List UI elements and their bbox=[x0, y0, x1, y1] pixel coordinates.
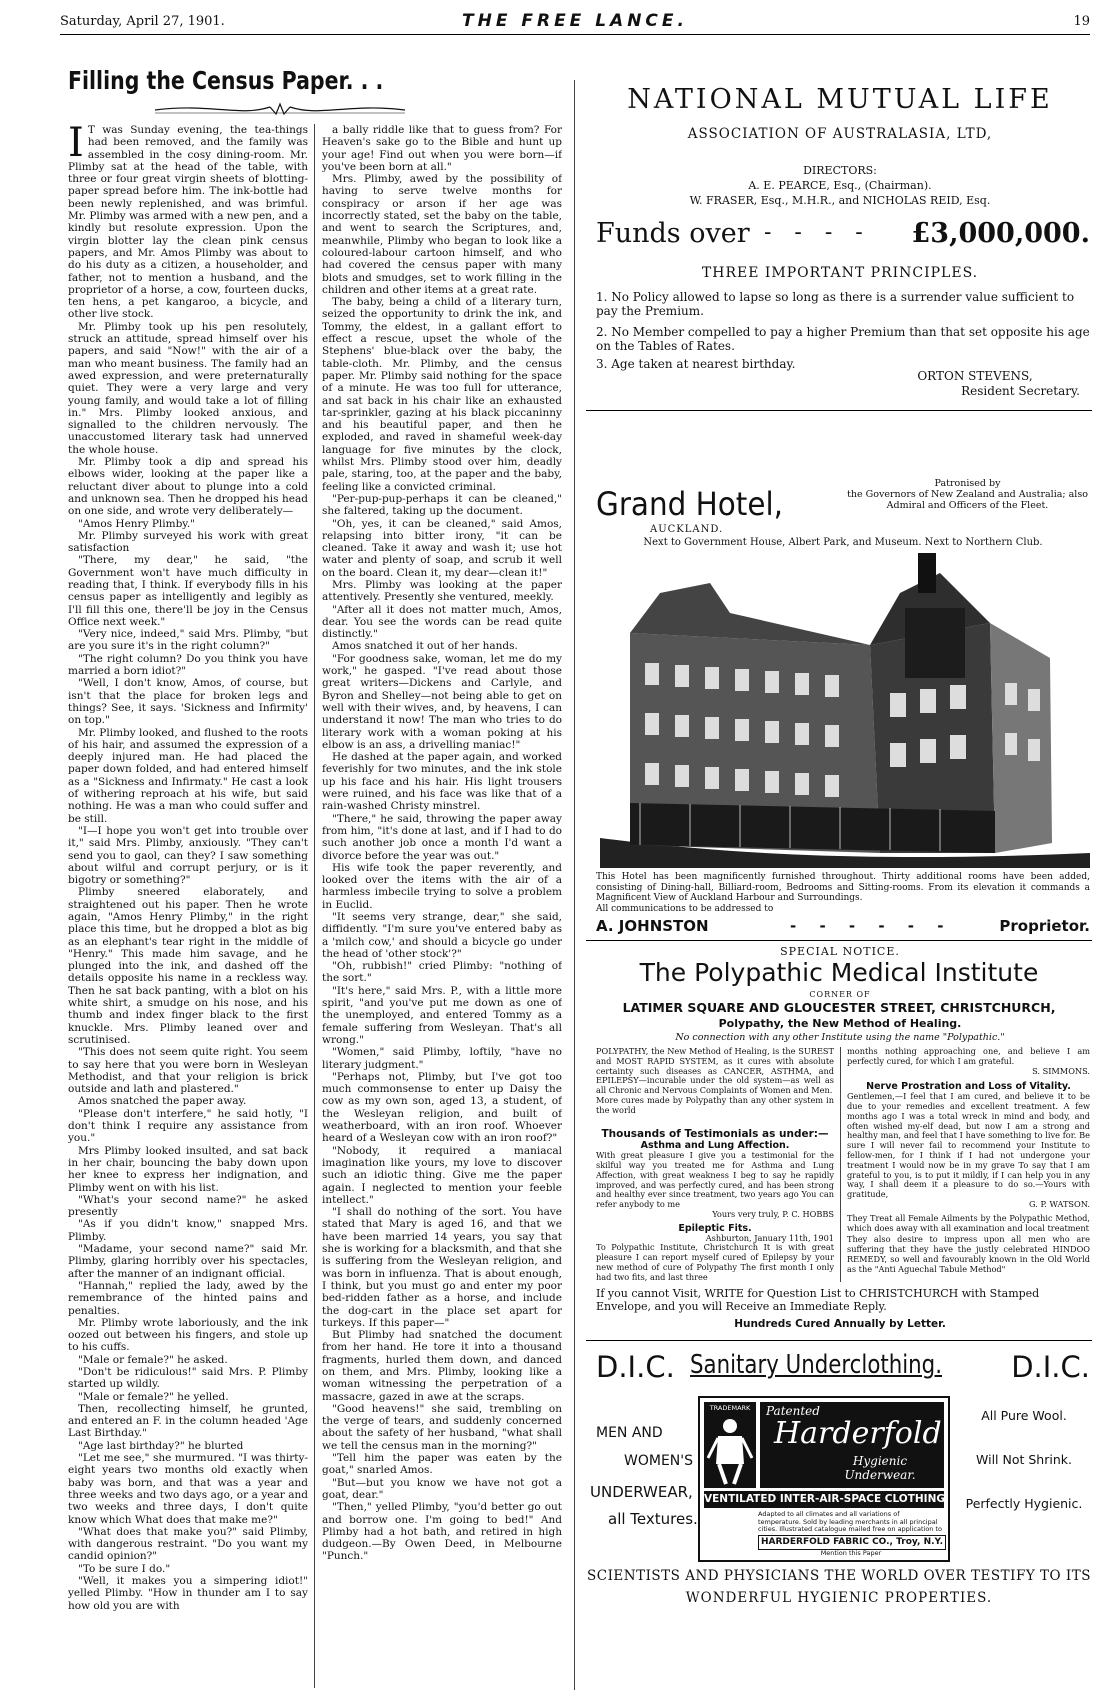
story-paragraph: "It seems very strange, dear," she said, diffidently. "I'm sure you've entered baby as a 'milch cow,' and should a bicycle go under the head of 'other stock'?" bbox=[322, 911, 562, 960]
hundreds-cured: Hundreds Cured Annually by Letter. bbox=[734, 1318, 946, 1330]
story-paragraph: Mrs Plimby looked insulted, and sat back in her chair, bouncing the baby down upon her knee to express her indignation, and Plimby went on with his list. bbox=[68, 1144, 308, 1194]
mention-text: Mention this Paper bbox=[820, 1549, 882, 1557]
dic-left: D.I.C. bbox=[596, 1350, 675, 1384]
story-paragraph: "Madame, your second name?" said Mr. Plimby, glaring horribly over his spectacles, after the manner of an indignant official. bbox=[68, 1243, 308, 1280]
company-name: HARDERFOLD FABRIC CO., Troy, N.Y. bbox=[758, 1535, 946, 1550]
story-paragraph: "For goodness sake, woman, let me do my work," he gasped. "I've read about those great writers—Dickens and Carlyle, and Byron and Shelley—not being able to get on well with their wives, and, by heavens, I can understand it now! The man who tries to do literary work with a woman poking at his elbow is an ass, a drivelling maniac!" bbox=[322, 652, 562, 751]
page-header bbox=[60, 8, 1090, 35]
story-paragraph: "Don't be ridiculous!" said Mrs. P. Plimby started up wildly. bbox=[68, 1365, 308, 1391]
story-paragraph: "Perhaps not, Plimby, but I've got too much commonsense to enter up Daisy the cow as my own son, aged 13, a student, of the Wesleyan religion, and built of weatherboard, with an iron roof. Whoever heard of a Wesleyan cow with an iron roof?" bbox=[322, 1070, 562, 1145]
dic-hygienic: Perfectly Hygienic. bbox=[965, 1496, 1083, 1511]
hotel-communications: All communications to be addressed to bbox=[596, 904, 774, 914]
dic-pure-wool: All Pure Wool. bbox=[981, 1408, 1067, 1423]
polypathic-corner: CORNER OF bbox=[809, 990, 871, 999]
epileptic-testimonial: To Polypathic Institute, Christchurch It is with great pleasure I can report myself cured of Epilepsy by your new method of cure of Polypathy The first month I only had two fits, and last three bbox=[596, 1242, 834, 1282]
story-paragraph: a bally riddle like that to guess from? For Heaven's sake go to the Bible and hunt up your age! Find out when you were born—if you've been born at all." bbox=[322, 124, 562, 173]
adapted-text: Adapted to all climates and all variations of temperature. Sold by leading merchants in all principal cities. Illustrated catalogue mailed free on application to bbox=[758, 1510, 943, 1534]
story-paragraph: "Oh, yes, it can be cleaned," said Amos, relapsing into bitter irony, "it can be cleaned. Take it away and wash it; use hot water and plenty of soap, and scrub it well on the board. Clean it, my dear—clean it!" bbox=[322, 517, 562, 579]
national-mutual-subtitle: ASSOCIATION OF AUSTRALASIA, LTD, bbox=[687, 126, 993, 142]
directors-label: DIRECTORS: bbox=[803, 164, 877, 177]
dic-all-textures: all Textures. bbox=[608, 1510, 698, 1528]
story-paragraph: He dashed at the paper again, and worked feverishly for two minutes, and the ink stole up his face and his hair. His light trousers were ruined, and his face was like that of a rain-washed Christy minstrel. bbox=[322, 751, 562, 813]
dic-womens: WOMEN'S bbox=[624, 1453, 693, 1469]
funds-label: Funds over bbox=[596, 218, 750, 249]
story-paragraph: Mrs. Plimby, awed by the possibility of having to serve twelve months for conspiracy or arson if her age was incorrectly stated, set the baby on the table, and went to search the Scriptures, and, meanwhile, Plimby who began to look like a coloured-labour cartoon himself, and who had covered the census paper with many blots and smudges, set to work filling in the children and other items at a great rate. bbox=[322, 173, 562, 296]
female-ailments: They Treat all Female Ailments by the Polypathic Method, which does away with all examination and local treatment bbox=[847, 1212, 1090, 1233]
principle-2: 2. No Member compelled to pay a higher Premium than that set opposite his age on the Tables of Rates. bbox=[596, 325, 1090, 353]
dic-men-and: MEN AND bbox=[596, 1425, 663, 1441]
story-paragraph: "What's your second name?" he asked presently bbox=[68, 1193, 308, 1219]
signatory-name: ORTON STEVENS, bbox=[917, 369, 1033, 383]
story-paragraph: "After all it does not matter much, Amos, dear. You see the words can be read quite distinctly." bbox=[322, 603, 562, 641]
simmons-signature: S. SIMMONS. bbox=[1032, 1065, 1090, 1076]
hotel-patronage bbox=[845, 478, 1090, 511]
story-paragraph: Then, recollecting himself, he grunted, and entered an F. in the column headed 'Age Last Birthday." bbox=[68, 1402, 308, 1440]
story-paragraph: "Amos Henry Plimby." bbox=[78, 517, 196, 530]
polypathic-title: The Polypathic Medical Institute bbox=[639, 958, 1039, 987]
story-paragraph: "I—I hope you won't get into trouble over it," said Mrs. Plimby, anxiously. "They can't send you to gaol, can they? I saw something about wilful and corrupt perjury, or is it bigotry or something?" bbox=[68, 824, 308, 887]
story-paragraph: "Male or female?" he asked. bbox=[78, 1353, 228, 1366]
story-paragraph: "Then," yelled Plimby, "you'd better go out and borrow one. I'm going to bed!" And Plimby had a hot bath, and retired in high dudgeon.—By Owen Deed, in Melbourne "Punch." bbox=[322, 1501, 562, 1563]
patron-line-2: the Governors of New Zealand and Australia; also bbox=[847, 489, 1088, 500]
story-column-1 bbox=[68, 124, 308, 1688]
nerve-heading: Nerve Prostration and Loss of Vitality. bbox=[866, 1081, 1071, 1093]
story-paragraph: "It's here," said Mrs. P., with a little more spirit, "and you've put me down as one of the unemployed, and entered Tommy as a female suffering from Wesleyan. That's all wrong." bbox=[322, 984, 562, 1046]
section-rule bbox=[586, 1340, 1092, 1341]
story-paragraph: "I shall do nothing of the sort. You have stated that Mary is aged 16, and that we have been married 14 years, you say that she is working for a blacksmith, and that she is suffering from the Wesleyan religion, and was born in influenza. That is about enough, I think, but you must go and enter my poor bed-ridden father as a horse, and include the dog-cart in the place set apart for turkeys. If this paper—" bbox=[322, 1206, 562, 1329]
trademark-text: TRADEMARK bbox=[709, 1404, 751, 1412]
story-paragraph: Mr. Plimby took a dip and spread his elbows wider, looking at the paper like a reluctant diver about to plunge into a cold and unknown sea. Then he dropped his head on one side, and wrote very deliberately— bbox=[68, 456, 308, 518]
hotel-proprietor-label: Proprietor. bbox=[999, 917, 1090, 935]
hindoo-remedy: They also desire to impress upon all men who are suffering that they have the justly celebrated HINDOO REMEDY, so well and favourably known in the Old World as the "Anti Aguechal Tabule Method" bbox=[847, 1234, 1090, 1274]
hotel-city: AUCKLAND. bbox=[650, 524, 724, 535]
polypathic-right-column bbox=[847, 1047, 1090, 1275]
story-paragraph: Amos snatched the paper away. bbox=[78, 1095, 247, 1108]
grand-hotel-illustration bbox=[600, 553, 1090, 868]
drop-cap: I bbox=[68, 124, 84, 166]
principle-3: 3. Age taken at nearest birthday. bbox=[596, 357, 796, 371]
brand-name: Harderfold's bbox=[774, 1416, 966, 1451]
story-paragraph: But Plimby had snatched the document from her hand. He tore it into a thousand fragments, hurled them down, and danced on them, and Mrs. Plimby, looking like a woman witnessing the perpetration of a massacre, gazed in awe at the scraps. bbox=[322, 1329, 562, 1403]
dic-scientists-line-2: WONDERFUL HYGIENIC PROPERTIES. bbox=[685, 1590, 993, 1606]
funds-amount: £3,000,000. bbox=[911, 218, 1090, 249]
special-notice: SPECIAL NOTICE. bbox=[780, 945, 900, 958]
story-paragraph: "Age last birthday?" he blurted bbox=[78, 1439, 244, 1452]
story-paragraph bbox=[68, 124, 308, 321]
polypathic-intro-2: More cures made by Polypathy than any other system in the world bbox=[596, 1094, 834, 1115]
story-paragraph: "Women," said Plimby, loftily, "have no literary judgment." bbox=[322, 1046, 562, 1071]
story-title: Filling the Census Paper. . . bbox=[68, 66, 384, 95]
figure-icon bbox=[704, 1412, 756, 1486]
hotel-proprietor-name: A. JOHNSTON bbox=[596, 917, 709, 935]
story-paragraph: The baby, being a child of a literary turn, seized the opportunity to drink the ink, and Tommy, the eldest, in a gallant effort to effect a rescue, upset the whole of the Stephens' blue-black over the baby, the table-cloth. Mr. Plimby, and the census paper. Mr. Plimby said nothing for the space of a minute. He was too full for utterance, and sat back in his chair like an exhausted tar-sprinkler, gazing at his black piccaninny and his beautiful paper, and then he exploded, and raved in shameful week-day language for five minutes by the clock, whilst Mrs. Plimby stood over him, deadly pale, staring, too, at the paper and the baby, feeling like a convicted criminal. bbox=[322, 296, 562, 493]
dic-title: Sanitary Underclothing. bbox=[690, 1350, 942, 1380]
story-paragraph: Mr. Plimby surveyed his work with great satisfaction bbox=[68, 529, 308, 555]
hotel-description: This Hotel has been magnificently furnished throughout. Thirty additional rooms have been added, consisting of Dining-hall, Billiard-room, Bedrooms and Sitting-rooms. From its elevation it commands a Magnificent View of Auckland Harbour and Surroundings. bbox=[596, 872, 1090, 903]
nerve-testimonial: Gentlemen,—I feel that I am cured, and believe it to be due to your remedies and excellent treatment. A few months ago I was a total wreck in mind and body, and often wished my-elf dead, but now I am a strong and healthy man, and feel that I have something to live for. Be sure I will never fail to recommend your Institute to fellow-men, for I think if I had not undergone your treatment I would now be in my grave To say that I am grateful to you, is to put it mildly, if I can help you in any way, I shall deem it a pleasure to do so.—Yours with gratitude, bbox=[847, 1091, 1090, 1200]
epileptic-place: Ashburton, January 11th, 1901 bbox=[705, 1232, 834, 1243]
watson-signature: G. P. WATSON. bbox=[1028, 1198, 1090, 1209]
polypathic-intro: POLYPATHY, the New Method of Healing, is the SUREST and MOST RAPID SYSTEM, as it cures with absolute certainty such diseases as CANCER, ASTHMA, and EPILEPSY—incurable under the old system—as well as all Chronic and Nervous Complaints of Women and Men. bbox=[596, 1046, 834, 1096]
section-rule bbox=[586, 940, 1092, 941]
harderfold-label bbox=[698, 1396, 966, 1562]
hotel-location: Next to Government House, Albert Park, and Museum. Next to Northern Club. bbox=[643, 537, 1043, 548]
story-paragraph: "Nobody, it required a maniacal imagination like yours, my love to discover such an idiotic thing. Give me the paper again. I neglected to mention your feeble intellect." bbox=[322, 1144, 562, 1206]
story-paragraph: "What does that make you?" said Plimby, with dangerous restraint. "Do you want my candid opinion?" bbox=[68, 1525, 308, 1563]
principles-title: THREE IMPORTANT PRINCIPLES. bbox=[701, 265, 979, 281]
dic-scientists-line-1: SCIENTISTS AND PHYSICIANS THE WORLD OVER TESTIFY TO ITS bbox=[587, 1568, 1091, 1584]
story-paragraph: "Let me see," she murmured. "I was thirty-eight years two months old exactly when baby was born, and that was a year and three weeks and two days ago, or a year and two weeks and three days, I don't quite know which What does that make me?" bbox=[68, 1452, 308, 1526]
epileptic-continued: months nothing approaching one, and believe I am perfectly cured, for which I am grateful. bbox=[847, 1046, 1090, 1066]
story-paragraph: "As if you didn't know," snapped Mrs. Plimby. bbox=[68, 1218, 308, 1243]
funds-dashes: - - - - bbox=[764, 220, 871, 245]
dic-right: D.I.C. bbox=[1011, 1350, 1090, 1384]
asthma-testimonial: With great pleasure I give you a testimonial for the skilful way you treated me for Asthma and Lung Affection, with great weakness I beg to say he rapidly improved, and was perfectly cured, and has been strong and healthy ever since treatment, two years ago You can refer anybody to me bbox=[596, 1150, 834, 1210]
polypathic-address: LATIMER SQUARE AND GLOUCESTER STREET, CHRISTCHURCH, bbox=[622, 1000, 1056, 1015]
story-paragraph: Mr. Plimby looked, and flushed to the roots of his hair, and assumed the expression of a deeply injured man. He had placed the paper down folded, and had entered himself as a "Sickness and Infirmaty." He cast a look of withering reproach at his wife, but said nothing. He was a man who could suffer and be still. bbox=[68, 726, 308, 825]
masthead-title: THE FREE LANCE. bbox=[462, 11, 688, 31]
story-paragraph: "There, my dear," he said, "the Government won't have much difficulty in reading that, I think. If everybody fills in his census paper as intelligently and legibly as I'll fill this one, there'll be joy in the Census Office next week." bbox=[68, 554, 308, 628]
story-paragraph: "But—but you know we have not got a goat, dear." bbox=[322, 1476, 562, 1501]
dic-underwear: UNDERWEAR, bbox=[590, 1483, 693, 1501]
story-paragraph: "Per-pup-pup-perhaps it can be cleaned," she faltered, taking up the document. bbox=[322, 492, 562, 518]
story-paragraph: "This does not seem quite right. You seem to say here that you were born in Wesleyan Methodist, and that your religion is brick outside and lath and plastered." bbox=[68, 1046, 308, 1096]
story-column-2 bbox=[322, 124, 562, 1688]
polypathic-disclaimer: No connection with any other Institute using the name "Polypathic." bbox=[675, 1032, 1005, 1043]
story-paragraph: "Hannah," replied the lady, awed by the remembrance of the hinted pains and penalties. bbox=[68, 1279, 308, 1317]
story-paragraph: "To be sure I do." bbox=[78, 1562, 171, 1575]
asthma-heading: Asthma and Lung Affection. bbox=[640, 1140, 790, 1152]
dic-not-shrink: Will Not Shrink. bbox=[976, 1452, 1072, 1467]
harderfold-brand-block bbox=[760, 1402, 966, 1488]
page-number: 19 bbox=[1073, 14, 1090, 29]
patron-line-3: Admiral and Officers of the Fleet. bbox=[886, 500, 1049, 511]
story-paragraph: "Male or female?" he yelled. bbox=[78, 1390, 229, 1403]
funds-line bbox=[596, 216, 1090, 256]
story-paragraph: "There," he said, throwing the paper away from him, "it's done at last, and if I had to do such another job once a month I'd want a divorce before the year was out." bbox=[322, 812, 562, 862]
national-mutual-title: NATIONAL MUTUAL LIFE bbox=[627, 84, 1053, 115]
testimonials-heading: Thousands of Testimonials as under:— bbox=[601, 1127, 829, 1140]
section-rule bbox=[586, 410, 1092, 411]
column-divider bbox=[840, 1047, 841, 1282]
grand-hotel-title: Grand Hotel, bbox=[596, 485, 784, 523]
principle-1: 1. No Policy allowed to lapse so long as there is a surrender value sufficient to pay the Premium. bbox=[596, 290, 1075, 318]
asthma-signature: Yours very truly, P. C. HOBBS bbox=[712, 1208, 834, 1219]
patented-text: Patented bbox=[766, 1404, 820, 1418]
polypathic-left-column bbox=[596, 1047, 834, 1283]
hotel-proprietor-dashes: - - - - - - bbox=[790, 917, 953, 935]
story-paragraph: "The right column? Do you think you have married a born idiot?" bbox=[68, 652, 308, 678]
story-paragraph: Mrs. Plimby was looking at the paper attentively. Presently she ventured, meekly. bbox=[322, 578, 562, 604]
signatory-title: Resident Secretary. bbox=[961, 384, 1080, 398]
story-paragraph: Mr. Plimby took up his pen resolutely, struck an attitude, spread himself over his papers, and said "Now!" with the air of a man who meant business. The family had an awed expression, and were preternaturally quiet. They were a very large and very young family, and would take a lot of filling in." Mrs. Plimby looked anxious, and signalled to the children nervously. The unaccustomed literary task had unnerved the whole house. bbox=[68, 320, 308, 456]
directors-line-2: W. FRASER, Esq., M.H.R., and NICHOLAS REID, Esq. bbox=[689, 194, 991, 207]
column-divider bbox=[314, 124, 315, 1688]
story-paragraph: "Very nice, indeed," said Mrs. Plimby, "but are you sure it's in the right column?" bbox=[68, 628, 308, 653]
trademark-figure bbox=[704, 1402, 756, 1488]
story-paragraph: Plimby sneered elaborately, and straightened out his paper. Then he wrote again, "Amos Henry Plimby," in the right place this time, but he dropped a blot as big as an elephant's tear right in the middle of "Henry." This made him savage, and he plunged into the ink, and dashed off the details opposite his name in a reckless way. Then he sat back panting, with a blot on his white shirt, a smudge on his nose, and his thumb and index finger black to the first knuckle. Mrs. Plimby leaned over and scrutinised. bbox=[68, 886, 308, 1046]
title-ornament bbox=[150, 101, 410, 119]
patron-line-1: Patronised by bbox=[934, 478, 1001, 489]
story-paragraph: "Well, it makes you a simpering idiot!" yelled Plimby. "How in thunder am I to say how old you are with bbox=[68, 1575, 308, 1612]
story-paragraph: "Well, I don't know, Amos, of course, but isn't that the place for broken legs and things? See, it says. 'Sickness and Infirmity' on top." bbox=[68, 677, 308, 727]
story-paragraph: "Tell him the paper was eaten by the goat," snarled Amos. bbox=[322, 1452, 562, 1477]
story-paragraph: Mr. Plimby wrote laboriously, and the ink oozed out between his fingers, and stole up to his cuffs. bbox=[68, 1316, 308, 1354]
story-paragraph: "Good heavens!" she said, trembling on the verge of tears, and suddenly concerned about the safety of her husband, "what shall we tell the census man in the morning?" bbox=[322, 1402, 562, 1452]
story-paragraph: Amos snatched it out of her hands. bbox=[332, 640, 518, 653]
polypathic-footer: If you cannot Visit, WRITE for Question List to CHRISTCHURCH with Stamped Envelope, and you will Receive an Immediate Reply. bbox=[596, 1287, 1040, 1313]
epileptic-heading: Epileptic Fits. bbox=[678, 1222, 752, 1234]
polypathic-tagline: Polypathy, the New Method of Healing. bbox=[718, 1017, 962, 1030]
ventilated-banner: VENTILATED INTER-AIR-SPACE CLOTHING. bbox=[704, 1491, 944, 1508]
directors-line-1: A. E. PEARCE, Esq., (Chairman). bbox=[748, 179, 932, 192]
issue-date: Saturday, April 27, 1901. bbox=[60, 14, 225, 29]
story-paragraph: "Oh, rubbish!" cried Plimby: "nothing of the sort." bbox=[322, 960, 562, 985]
story-paragraph-text: T was Sunday evening, the tea-things had been removed, and the family was assembled in the cosy dining-room. Mr. Plimby sat at the head of the table, with three or four great virgin sheets of blotting-paper spread before him. The ink-bottle had been newly replenished, and was brimful. Mr. Plimby was armed with a new pen, and a kindly but resolute expression. Upon the virgin blotter lay the clean pink census papers, and Mr. Amos Plimby was about to do his duty as a citizen, a householder, and father, not to mention a husband, and the proprietor of a horse, a cow, fourteen ducks, ten hens, a pet kangaroo, a bicycle, and other live stock. bbox=[68, 124, 308, 321]
brand-subtitle: Hygienic Underwear. bbox=[844, 1454, 916, 1482]
column-divider bbox=[574, 80, 575, 1690]
story-paragraph: "Please don't interfere," he said hotly, "I don't think I require any assistance from you." bbox=[68, 1107, 308, 1145]
story-paragraph: His wife took the paper reverently, and looked over the items with the air of a harmless imbecile trying to solve a problem in Euclid. bbox=[322, 861, 562, 911]
